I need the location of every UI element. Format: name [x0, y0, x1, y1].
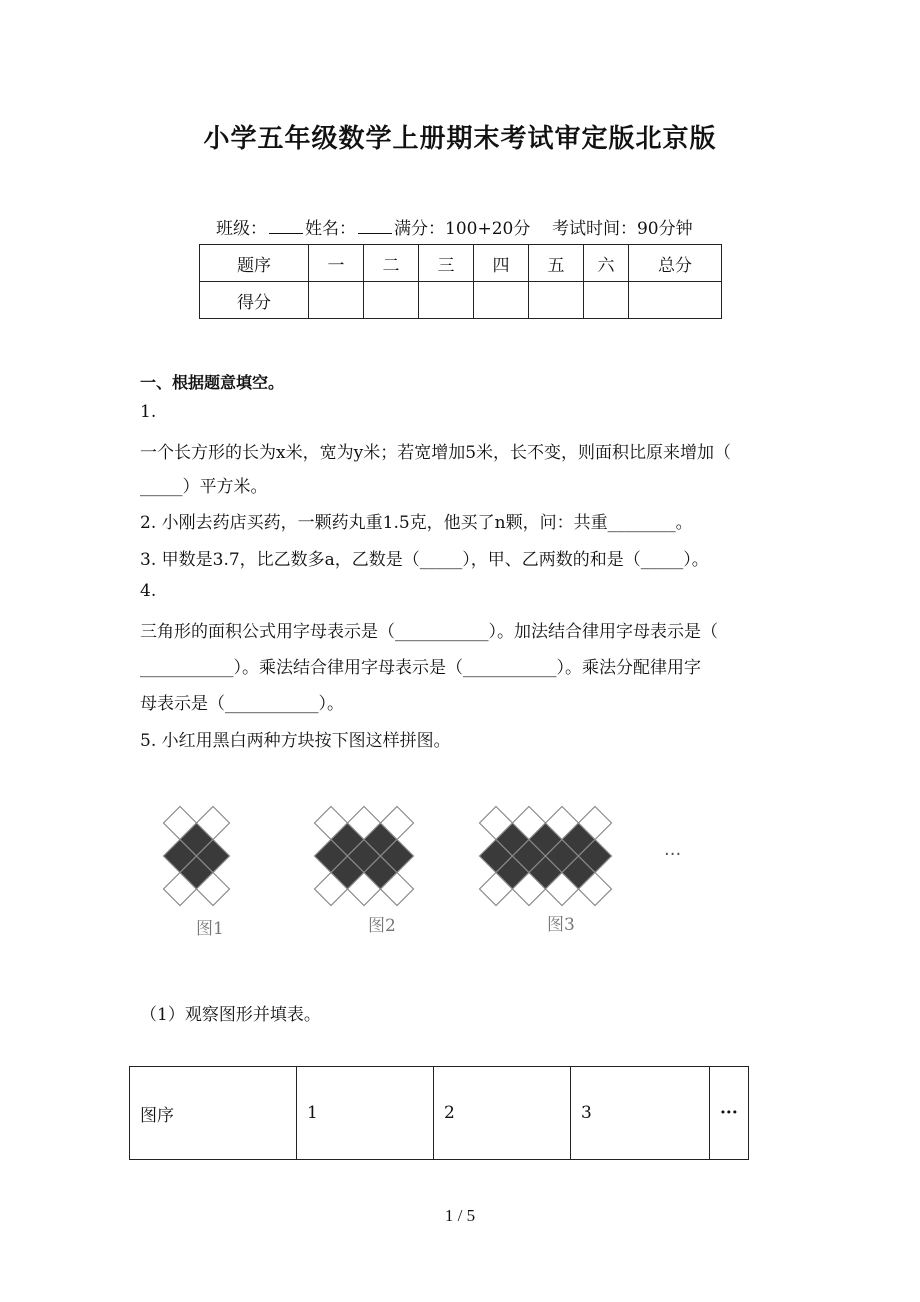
class-label: 班级：: [216, 219, 267, 239]
question-line: 3. 甲数是3.7，比乙数多a，乙数是（_____），甲、乙两数的和是（_____）。: [140, 550, 709, 570]
question-line: 4.: [140, 581, 157, 601]
question-line: 2. 小刚去药店买药，一颗药丸重1.5克，他买了n颗，问：共重________。: [140, 513, 693, 533]
score-cell[interactable]: [419, 282, 474, 319]
score-header-cell: 一: [309, 245, 364, 282]
fill-cell: 1: [297, 1067, 434, 1160]
score-cell[interactable]: [364, 282, 419, 319]
exam-time: 考试时间：90分钟: [551, 219, 693, 239]
fill-cell: 2: [434, 1067, 571, 1160]
fill-cell: 3: [571, 1067, 710, 1160]
question-line: 母表示是（___________）。: [140, 694, 344, 714]
question-line: 1.: [140, 402, 157, 422]
fill-row: [130, 1067, 749, 1160]
fill-cell: ···: [710, 1067, 749, 1160]
score-header-cell: 五: [529, 245, 584, 282]
tile-pattern-figure: [150, 800, 710, 950]
score-row: [200, 282, 722, 319]
exam-info: [216, 214, 693, 239]
score-header-cell: 六: [584, 245, 629, 282]
score-cell[interactable]: [584, 282, 629, 319]
figure-label-3: 图3: [547, 915, 575, 935]
page-title: 小学五年级数学上册期末考试审定版北京版: [203, 124, 717, 154]
figure-label-2: 图2: [368, 916, 396, 936]
figure-label-1: 图1: [196, 919, 224, 939]
sub-question: （1）观察图形并填表。: [140, 1005, 321, 1025]
score-cell[interactable]: [529, 282, 584, 319]
question-line: 三角形的面积公式用字母表示是（___________）。加法结合律用字母表示是（: [140, 622, 718, 642]
score-cell[interactable]: [629, 282, 722, 319]
score-cell[interactable]: [309, 282, 364, 319]
name-label: 姓名：: [305, 219, 356, 239]
class-blank: [269, 219, 303, 234]
question-line: 一个长方形的长为x米，宽为y米；若宽增加5米，长不变，则面积比原来增加（: [140, 443, 732, 463]
name-blank: [358, 219, 392, 234]
section-heading: 一、根据题意填空。: [140, 373, 285, 392]
question-line: ___________）。乘法结合律用字母表示是（___________）。乘法分配律用字: [140, 658, 701, 678]
question-line: _____）平方米。: [140, 477, 268, 497]
tile-group: [164, 807, 612, 906]
score-header-cell: 四: [474, 245, 529, 282]
score-header-cell: 题序: [200, 245, 309, 282]
figure-ellipsis: ···: [664, 844, 682, 865]
fill-cell: 图序: [130, 1067, 297, 1160]
page-number: 1 / 5: [444, 1206, 476, 1225]
score-cell[interactable]: [474, 282, 529, 319]
full-score: 满分：100+20分: [394, 219, 531, 239]
score-table: [199, 244, 722, 319]
question-line: 5. 小红用黑白两种方块按下图这样拼图。: [140, 731, 451, 751]
score-row-label: 得分: [200, 282, 309, 319]
score-header-row: [200, 245, 722, 282]
fill-table: [129, 1066, 749, 1160]
score-header-cell: 二: [364, 245, 419, 282]
score-header-cell: 总分: [629, 245, 722, 282]
score-header-cell: 三: [419, 245, 474, 282]
